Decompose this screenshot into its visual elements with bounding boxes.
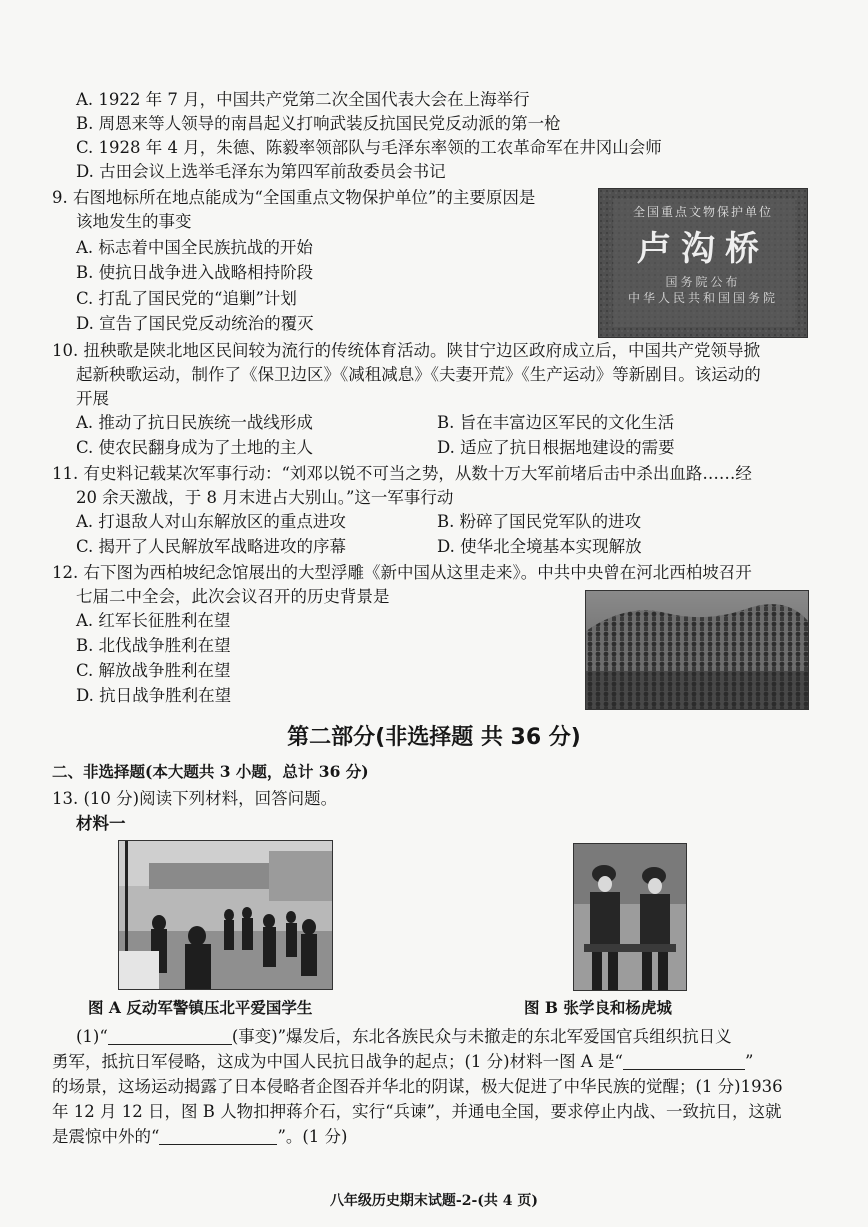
q12-option-d: D. 抗日战争胜利在望 <box>76 686 232 705</box>
figure-b-caption: 图 B 张学良和杨虎城 <box>524 998 672 1017</box>
q13-para-line2 <box>52 1050 753 1074</box>
q9-stem-line2: 该地发生的事变 <box>76 212 192 231</box>
q12-option-c: C. 解放战争胜利在望 <box>76 661 231 680</box>
q10-stem-line3: 开展 <box>76 389 109 408</box>
q9-stem-line1: 9. 右图地标所在地点能成为“全国重点文物保护单位”的主要原因是 <box>52 188 536 207</box>
figure-a-caption: 图 A 反动军警镇压北平爱国学生 <box>88 998 313 1017</box>
q8-option-c: C. 1928 年 4 月，朱德、陈毅率领部队与毛泽东率领的工农革命军在井冈山会师 <box>76 138 662 157</box>
q13-p5-end: ”。(1 分) <box>277 1127 348 1146</box>
figure-a-photo <box>118 840 333 990</box>
answer-blank-3[interactable] <box>159 1126 277 1145</box>
q13-p2-text: 勇军，抵抗日军侵略，这成为中国人民抗日战争的起点；(1 分)材料一图 A 是“ <box>52 1052 623 1071</box>
q11-stem-line2: 20 余天激战，于 8 月末进占大别山。”这一军事行动 <box>76 488 454 507</box>
figure-b-photo <box>573 843 687 991</box>
q13-para-line4: 年 12 月 12 日，图 B 人物扣押蒋介石，实行“兵谏”，并通电全国，要求停止内战、一致抗日，这就 <box>52 1102 782 1121</box>
material-label: 材料一 <box>76 814 126 833</box>
lugou-bridge-plaque-photo <box>598 188 808 338</box>
q8-option-d: D. 古田会议上选举毛泽东为第四军前敌委员会书记 <box>76 162 446 181</box>
q12-option-a: A. 红军长征胜利在望 <box>76 611 231 630</box>
q13-para-line3: 的场景，这场运动揭露了日本侵略者企图吞并华北的阴谋，极大促进了中华民族的觉醒；(1 分)1936 <box>52 1077 783 1096</box>
part2-heading: 第二部分(非选择题 共 36 分) <box>287 725 581 750</box>
q13-p1-end: (事变)”爆发后，东北各族民众与未撤走的东北军爱国官兵组织抗日义 <box>231 1027 732 1046</box>
q10-option-a: A. 推动了抗日民族统一战线形成 <box>76 413 313 432</box>
q12-option-b: B. 北伐战争胜利在望 <box>76 636 231 655</box>
q11-option-a: A. 打退敌人对山东解放区的重点进攻 <box>76 512 346 531</box>
q11-stem-line1: 11. 有史料记载某次军事行动：“刘邓以锐不可当之势，从数十万大军前堵后击中杀出血路……经 <box>52 464 752 483</box>
plaque-top-text: 全国重点文物保护单位 <box>632 205 773 219</box>
q9-option-c: C. 打乱了国民党的“追剿”计划 <box>76 289 297 308</box>
q10-option-b: B. 旨在丰富边区军民的文化生活 <box>437 413 675 432</box>
q10-option-c: C. 使农民翻身成为了土地的主人 <box>76 438 314 457</box>
q9-option-d: D. 宣告了国民党反动统治的覆灭 <box>76 314 314 333</box>
q10-option-d: D. 适应了抗日根据地建设的需要 <box>437 438 675 457</box>
q13-p1-start: (1)“ <box>76 1027 108 1046</box>
q10-stem-line2: 起新秧歌运动，制作了《保卫边区》《减租减息》《夫妻开荒》《生产运动》等新剧目。该运动的 <box>76 365 761 384</box>
plaque-line3: 国务院公布 <box>665 275 741 289</box>
q13-para-line1 <box>76 1025 732 1049</box>
q9-option-a: A. 标志着中国全民族抗战的开始 <box>76 238 313 257</box>
q12-stem-line1: 12. 右下图为西柏坡纪念馆展出的大型浮雕《新中国从这里走来》。中共中央曾在河北西柏坡召开 <box>52 563 752 582</box>
q11-option-d: D. 使华北全境基本实现解放 <box>437 537 642 556</box>
q10-stem-line1: 10. 扭秧歌是陕北地区民间较为流行的传统体育活动。陕甘宁边区政府成立后，中国共产党领导掀 <box>52 341 760 360</box>
q13-para-line5 <box>52 1125 348 1149</box>
q13-p5-start: 是震惊中外的“ <box>52 1127 160 1146</box>
page-footer: 八年级历史期末试题-2-(共 4 页) <box>329 1193 539 1209</box>
q8-option-a: A. 1922 年 7 月，中国共产党第二次全国代表大会在上海举行 <box>76 90 530 109</box>
q13-stem: 13. (10 分)阅读下列材料，回答问题。 <box>52 789 338 808</box>
q13-p2-end: ” <box>744 1052 754 1071</box>
plaque-main-text: 卢沟桥 <box>637 229 769 269</box>
xibaipo-relief-photo <box>585 590 809 710</box>
plaque-line4: 中华人民共和国国务院 <box>627 291 778 305</box>
answer-blank-1[interactable] <box>108 1026 232 1045</box>
section-heading: 二、非选择题(本大题共 3 小题，总计 36 分) <box>52 762 369 781</box>
q8-option-b: B. 周恩来等人领导的南昌起义打响武装反抗国民党反动派的第一枪 <box>76 114 561 133</box>
q12-stem-line2: 七届二中全会，此次会议召开的历史背景是 <box>76 587 390 606</box>
answer-blank-2[interactable] <box>623 1051 745 1070</box>
q11-option-c: C. 揭开了人民解放军战略进攻的序幕 <box>76 537 347 556</box>
q9-option-b: B. 使抗日战争进入战略相持阶段 <box>76 263 314 282</box>
q11-option-b: B. 粉碎了国民党军队的进攻 <box>437 512 642 531</box>
